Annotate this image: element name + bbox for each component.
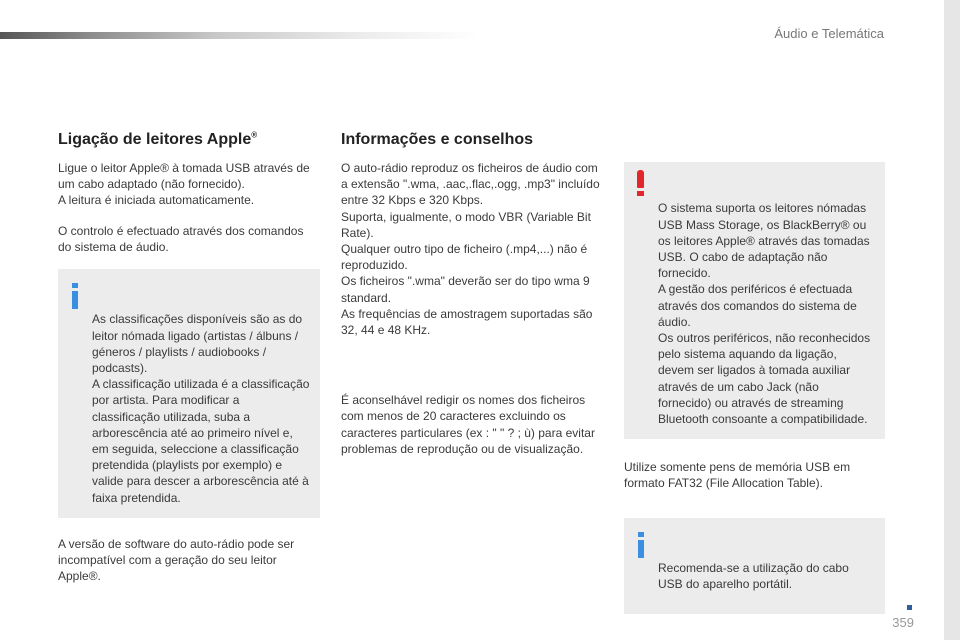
info-box-classifications — [58, 269, 320, 518]
paragraph-software-version: A versão de software do auto-rádio pode ser incompatível com a geração do seu leitor Apple®. — [58, 536, 295, 584]
page-number: 359 — [892, 615, 914, 630]
page-edge-strip — [944, 0, 960, 640]
column-right — [624, 162, 885, 626]
column-left — [58, 130, 320, 598]
paragraph-connect-apple: Ligue o leitor Apple® à tomada USB através de um cabo adaptado (não fornecido). A leitura é iniciada automaticamente. — [58, 161, 310, 208]
paragraph-usb-format: Utilize somente pens de memória USB em formato FAT32 (File Allocation Table). — [624, 460, 851, 491]
info-box-cable — [624, 518, 885, 615]
warning-icon — [634, 170, 648, 196]
info-icon — [68, 283, 82, 309]
paragraph-filenames: É aconselhável redigir os nomes dos ficheiros com menos de 20 caracteres excluindo os caracteres particulares (ex : " " ? ; ù) para evitar problemas de reprodução ou de visualização. — [341, 393, 595, 456]
section-heading-info: Informações e conselhos — [341, 131, 534, 148]
info-text: Recomenda-se a utilização do cabo USB do aparelho portátil. — [658, 561, 849, 592]
warning-box-devices — [624, 162, 885, 439]
column-middle — [341, 130, 603, 471]
page-marker — [907, 605, 912, 610]
registered-mark: ® — [251, 130, 258, 140]
section-title: Áudio e Telemática — [774, 26, 884, 41]
paragraph-control: O controlo é efectuado através dos comandos do sistema de áudio. — [58, 223, 304, 254]
info-text: As classificações disponíveis são as do leitor nómada ligado (artistas / álbuns / géneros / playlists / audiobooks / podcasts). A classificação utilizada é a classificação por artista. Para modificar a classificação utilizada, suba a arborescência até ao primeiro nível e, em seguida, seleccione a classificação pretendida (playlists por exemplo) e valide para descer a arborescência até à faixa pretendida. — [92, 312, 310, 505]
paragraph-formats: O auto-rádio reproduz os ficheiros de áudio com a extensão ".wma, .aac,.flac,.ogg, .mp3" incluído entre 32 Kbps e 320 Kbps. Suporta, igualmente, o modo VBR (Variable Bit Rate). Qualquer outro tipo de ficheiro (.mp4,...) não é reproduzido. Os ficheiros ".wma" deverão ser do tipo wma 9 standard. As frequências de amostragem suportadas são 32, 44 e 48 KHz. — [341, 161, 600, 338]
section-heading-apple: Ligação de leitores Apple® — [58, 130, 258, 148]
header-gradient-bar — [0, 32, 480, 39]
warning-text: O sistema suporta os leitores nómadas USB Mass Storage, os BlackBerry® ou os leitores Apple® através das tomadas USB. O cabo de adaptação não fornecido. A gestão dos periféricos é efectuada através dos comandos do sistema de áudio. Os outros periféricos, não reconhecidos pelo sistema aquando da ligação, devem ser ligados à tomada auxiliar através de um cabo Jack (não fornecido) ou através de streaming Bluetooth consoante a compatibilidade. — [658, 201, 871, 427]
info-icon — [634, 532, 648, 558]
